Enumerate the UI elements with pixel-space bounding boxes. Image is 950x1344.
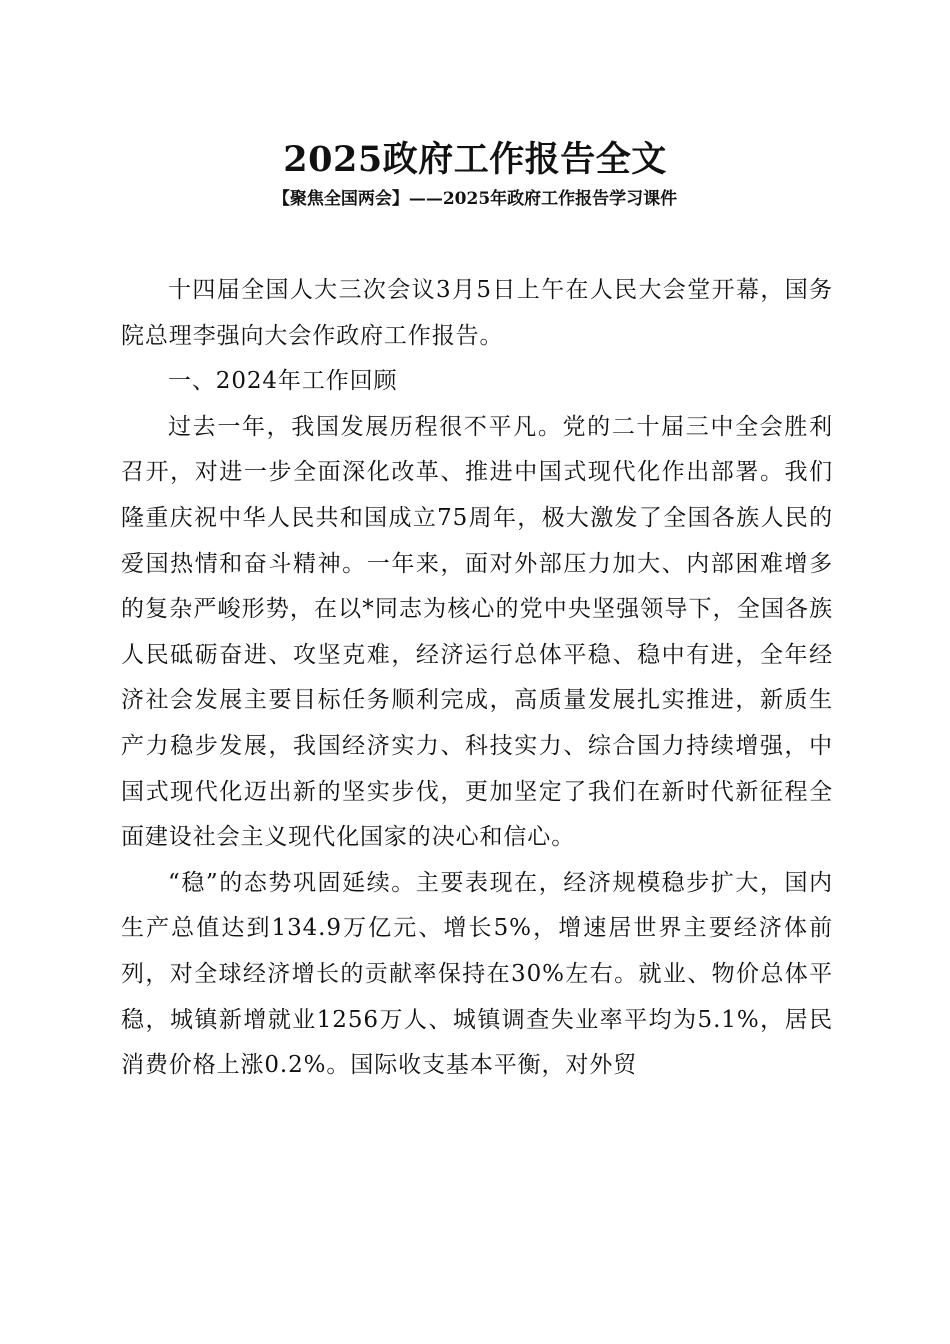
document-subtitle: 【聚焦全国两会】——2025年政府工作报告学习课件 [272,189,678,209]
paragraph-stability: “稳”的态势巩固延续。主要表现在，经济规模稳步扩大，国内生产总值达到134.9万亿元、增长5%，增速居世界主要经济体前列，对全球经济增长的贡献率保持在30%左右。就业、物价总体平稳，城镇新增就业1256万人、城镇调查失业率平均为5.1%，居民消费价格上涨0.2%。国际收支基本平衡，对外贸 [121,869,833,1079]
paragraph-review: 过去一年，我国发展历程很不平凡。党的二十届三中全会胜利召开，对进一步全面深化改革、推进中国式现代化作出部署。我们隆重庆祝中华人民共和国成立75周年，极大激发了全国各族人民的爱国热情和奋斗精神。一年来，面对外部压力加大、内部困难增多的复杂严峻形势，在以*同志为核心的党中央坚强领导下，全国各族人民砥砺奋进、攻坚克难，经济运行总体平稳、稳中有进，全年经济社会发展主要目标任务顺利完成，高质量发展扎实推进，新质生产力稳步发展，我国经济实力、科技实力、综合国力持续增强，中国式现代化迈出新的坚实步伐，更加坚定了我们在新时代新征程全面建设社会主义现代化国家的决心和信心。 [121,413,833,851]
paragraph-intro: 十四届全国人大三次会议3月5日上午在人民大会堂开幕，国务院总理李强向大会作政府工作报告。 [121,277,833,349]
document-title: 2025政府工作报告全文 [283,139,667,180]
document-body [121,268,833,1089]
section-heading: 一、2024年工作回顾 [168,368,398,395]
